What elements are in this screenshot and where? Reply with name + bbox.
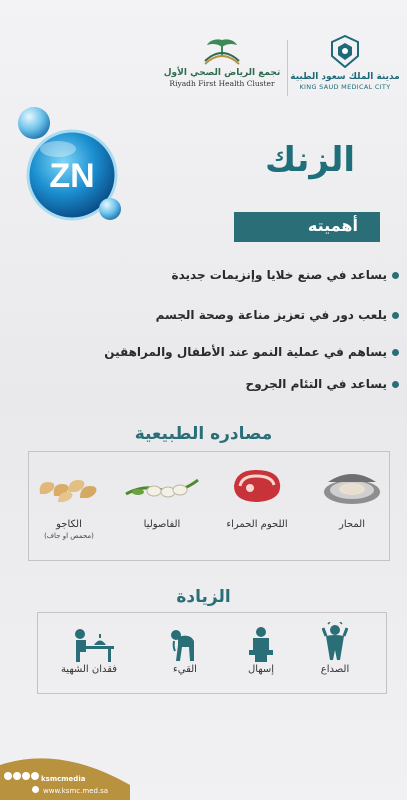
sources-heading: مصادره الطبيعية: [134, 424, 273, 444]
globe-icon: [32, 786, 39, 793]
headache-icon: [322, 622, 348, 660]
right-logo-arabic: مدينة الملك سعود الطبية: [290, 72, 400, 82]
social-handle[interactable]: ksmcmedia: [41, 775, 86, 783]
benefit-item: [104, 345, 399, 359]
oyster-icon: [322, 468, 382, 506]
symptom-label-appetite: فقدان الشهية: [60, 664, 118, 675]
left-logo-arabic: تجمع الرياض الصحي الأول: [163, 68, 281, 78]
beans-icon: [124, 478, 200, 502]
twitter-icon[interactable]: [31, 772, 39, 780]
bullet-icon: [392, 312, 399, 319]
header-divider: [287, 40, 288, 96]
youtube-icon[interactable]: [13, 772, 21, 780]
source-sub-cashew: (محمص او جاف): [44, 532, 94, 540]
vomiting-icon: [168, 627, 200, 661]
bullet-icon: [392, 272, 399, 279]
benefit-text: يساعد في التئام الجروح: [245, 377, 387, 391]
benefit-text: يساعد في صنع خلايا وإنزيمات جديدة: [171, 268, 387, 282]
zn-symbol: ZN: [49, 157, 95, 195]
palm-swords-icon: [199, 36, 245, 68]
symptom-label-vomiting: القيء: [173, 664, 197, 675]
importance-heading-bar: [234, 212, 380, 242]
red-meat-icon: [230, 466, 284, 506]
benefit-item: [156, 308, 399, 322]
symptom-label-diarrhea: إسهال: [247, 664, 275, 675]
benefit-item: [246, 377, 399, 391]
bullet-icon: [392, 349, 399, 356]
ksmc-logo: [290, 34, 400, 96]
snapchat-icon[interactable]: [4, 772, 12, 780]
loss-of-appetite-icon: [70, 624, 114, 662]
right-logo-english: KING SAUD MEDICAL CITY: [299, 83, 391, 91]
left-logo-english: Riyadh First Health Cluster: [169, 79, 275, 88]
symptom-label-headache: الصداع: [320, 664, 350, 675]
source-label-oyster: المحار: [339, 519, 365, 530]
benefit-text: يلعب دور في تعزيز مناعة وصحة الجسم: [155, 308, 387, 322]
website-link[interactable]: www.ksmc.med.sa: [43, 787, 109, 795]
source-label-red-meat: اللحوم الحمراء: [226, 519, 288, 530]
source-label-beans: الفاصوليا: [143, 519, 181, 530]
excess-heading: الزيادة: [176, 587, 231, 607]
diarrhea-icon: [245, 626, 277, 662]
cashew-icon: [34, 474, 100, 504]
benefit-text: يساهم في عملية النمو عند الأطفال والمراهقين: [104, 345, 387, 359]
bullet-icon: [392, 381, 399, 388]
facebook-icon[interactable]: [22, 772, 30, 780]
page-title: الزنك: [265, 140, 355, 180]
zn-bubble-graphic: [10, 105, 132, 225]
source-label-cashew: الكاجو: [56, 519, 82, 530]
riyadh-cluster-logo: [163, 36, 281, 96]
importance-heading: أهميته: [307, 216, 358, 235]
ksmc-emblem-icon: [325, 34, 365, 68]
benefit-item: [172, 268, 399, 282]
